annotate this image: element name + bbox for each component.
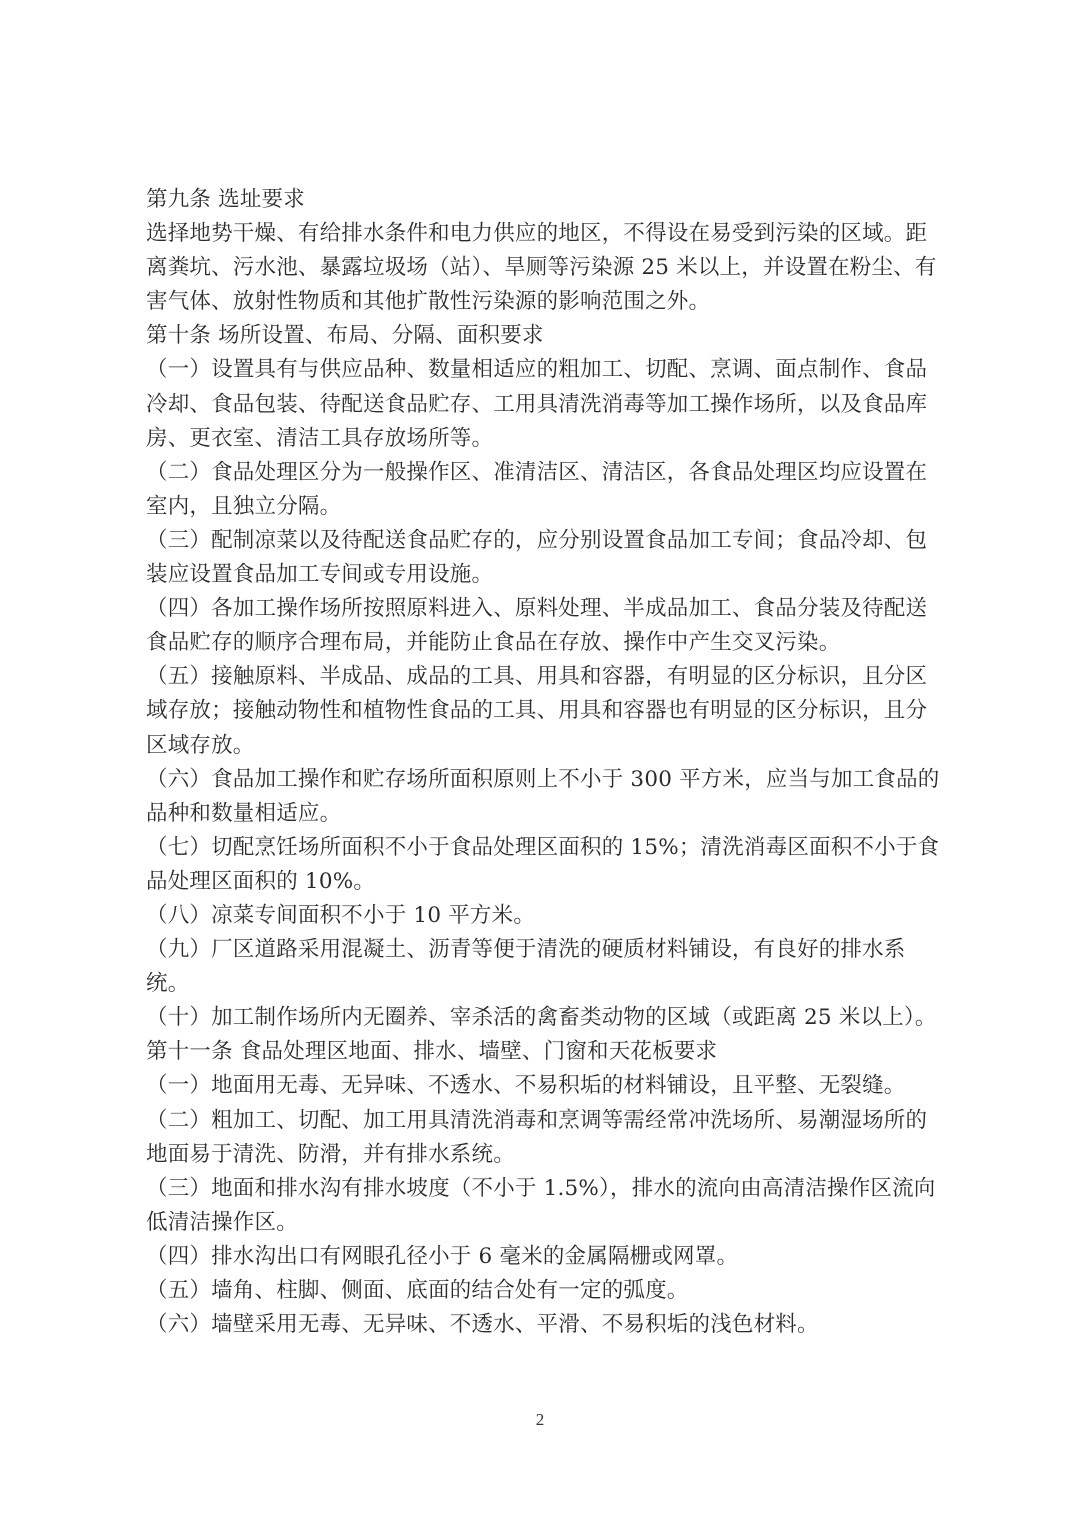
- text-line: （四）排水沟出口有网眼孔径小于 6 毫米的金属隔栅或网罩。: [146, 1243, 739, 1269]
- text-line: 域存放；接触动物性和植物性食品的工具、用具和容器也有明显的区分标识，且分: [146, 698, 928, 724]
- text-line: （二）食品处理区分为一般操作区、准清洁区、清洁区，各食品处理区均应设置在: [146, 459, 928, 485]
- text-line: （二）粗加工、切配、加工用具清洗消毒和烹调等需经常冲洗场所、易潮湿场所的: [146, 1107, 928, 1133]
- text-line: 品处理区面积的 10%。: [146, 868, 376, 894]
- text-line: 冷却、食品包装、待配送食品贮存、工用具清洗消毒等加工操作场所，以及食品库: [146, 391, 928, 417]
- text-line: 房、更衣室、清洁工具存放场所等。: [146, 425, 494, 451]
- text-line: （一）设置具有与供应品种、数量相适应的粗加工、切配、烹调、面点制作、食品: [146, 357, 928, 383]
- text-line: （六）墙壁采用无毒、无异味、不透水、平滑、不易积垢的浅色材料。: [146, 1312, 819, 1338]
- text-line: 统。: [146, 971, 190, 997]
- document-body: [146, 183, 940, 1342]
- text-line: 低清洁操作区。: [146, 1209, 298, 1235]
- text-line: （六）食品加工操作和贮存场所面积原则上不小于 300 平方米，应当与加工食品的: [146, 766, 940, 792]
- text-line: 区域存放。: [146, 732, 255, 758]
- text-line: 食品贮存的顺序合理布局，并能防止食品在存放、操作中产生交叉污染。: [146, 630, 841, 656]
- text-line: （七）切配烹饪场所面积不小于食品处理区面积的 15%；清洗消毒区面积不小于食: [146, 834, 940, 860]
- text-line: 离粪坑、污水池、暴露垃圾场（站）、旱厕等污染源 25 米以上，并设置在粉尘、有: [146, 255, 937, 281]
- text-line: （八）凉菜专间面积不小于 10 平方米。: [146, 902, 536, 928]
- text-line: （三）配制凉菜以及待配送食品贮存的，应分别设置食品加工专间；食品冷却、包: [146, 527, 928, 553]
- text-line: （五）接触原料、半成品、成品的工具、用具和容器，有明显的区分标识，且分区: [146, 664, 928, 690]
- text-line: 品种和数量相适应。: [146, 800, 342, 826]
- text-line: 第九条 选址要求: [146, 187, 305, 212]
- text-line: 害气体、放射性物质和其他扩散性污染源的影响范围之外。: [146, 289, 711, 315]
- page-number: 2: [535, 1410, 545, 1429]
- text-line: （四）各加工操作场所按照原料进入、原料处理、半成品加工、食品分装及待配送: [146, 596, 928, 622]
- text-line: （九）厂区道路采用混凝土、沥青等便于清洗的硬质材料铺设，有良好的排水系: [146, 937, 906, 963]
- text-line: （十）加工制作场所内无圈养、宰杀活的禽畜类动物的区域（或距离 25 米以上）。: [146, 1005, 937, 1031]
- text-line: （五）墙角、柱脚、侧面、底面的结合处有一定的弧度。: [146, 1278, 689, 1303]
- text-line: 第十条 场所设置、布局、分隔、面积要求: [146, 323, 544, 349]
- text-line: 第十一条 食品处理区地面、排水、墙壁、门窗和天花板要求: [146, 1039, 718, 1065]
- text-line: （一）地面用无毒、无异味、不透水、不易积垢的材料铺设，且平整、无裂缝。: [146, 1073, 906, 1099]
- text-line: 室内，且独立分隔。: [146, 493, 342, 519]
- text-line: 地面易于清洗、防滑，并有排水系统。: [146, 1141, 515, 1167]
- text-line: 装应设置食品加工专间或专用设施。: [146, 562, 494, 588]
- text-line: （三）地面和排水沟有排水坡度（不小于 1.5%），排水的流向由高清洁操作区流向: [146, 1175, 936, 1201]
- text-line: 选择地势干燥、有给排水条件和电力供应的地区，不得设在易受到污染的区域。距: [146, 221, 928, 247]
